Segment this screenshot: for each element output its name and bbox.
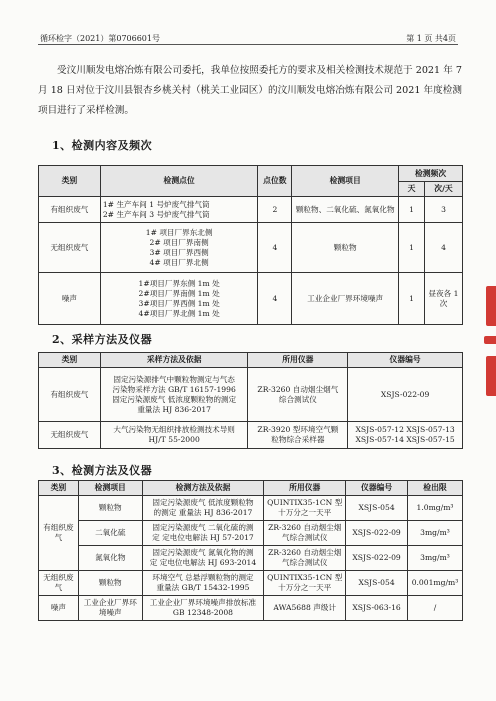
seal-stamp — [484, 286, 496, 426]
section-1-title: 1、检测内容及频次 — [52, 139, 153, 152]
instrument-line: QUINTIX35-1CN 型 — [267, 573, 343, 582]
cell-item: 二氧化硫 — [78, 521, 142, 546]
cell-limit: 3mg/m³ — [407, 521, 462, 546]
point-line: 4# 项目厂界北侧 — [149, 257, 209, 267]
instrument-line: QUINTIX35-1CN 型 — [267, 498, 343, 507]
instrument-line: ZR-3260 自动烟尘烟气 — [257, 384, 339, 394]
cell-item: 氮氧化物 — [78, 546, 142, 571]
cell-code: XSJS-063-16 — [346, 596, 408, 621]
method-line: 固定污染源废气 低浓度颗粒物的测定 — [112, 394, 237, 404]
method-line: 定 定电位电解法 HJ 57-2017 — [152, 533, 254, 542]
instrument-line: 粒物综合采样器 — [271, 435, 325, 444]
seal-fragment-bottom — [486, 356, 496, 396]
col-method: 采样方法及依据 — [100, 353, 248, 368]
col-point: 检测点位 — [100, 166, 258, 197]
cell-limit: / — [407, 596, 462, 621]
col-method: 检测方法及依据 — [142, 481, 264, 496]
table-row — [39, 546, 463, 571]
section-2-title: 2、采样方法及仪器 — [52, 333, 153, 346]
method-line: GB 12348-2008 — [172, 608, 234, 617]
point-line: 2# 生产车间 3 号炉废气排气筒 — [102, 209, 210, 219]
method-line: 固定污染源废气 低浓度颗粒物 — [152, 498, 254, 507]
cell-item: 颗粒物 — [292, 223, 399, 273]
seal-star — [484, 336, 496, 344]
cell-type: 噪声 — [39, 273, 101, 325]
method-line: 固定污染源废气 氮氧化物的测 — [152, 548, 254, 557]
method-line: 固定污染源废气 二氧化硫的测 — [152, 523, 254, 532]
cell-count: 4 — [258, 273, 292, 325]
cell-type: 有组织废气 — [39, 197, 101, 223]
cell-code: XSJS-054 — [346, 571, 408, 596]
cell-count: 4 — [258, 223, 292, 273]
col-type: 类别 — [39, 166, 101, 197]
table-row — [39, 596, 463, 621]
table-row — [39, 273, 463, 325]
method-line: 环境空气 总悬浮颗粒物的测定 — [152, 573, 254, 582]
point-line: 1#项目厂界东侧 1m 处 — [138, 278, 220, 288]
method-line: 的测定 重量法 HJ 836-2017 — [153, 508, 253, 517]
cell-per-day: 3 — [425, 197, 463, 223]
method-line: 重量法 HJ 836-2017 — [137, 404, 211, 414]
col-per-day: 次/天 — [425, 182, 463, 197]
col-instrument: 所用仪器 — [248, 353, 348, 368]
cell-day: 1 — [399, 197, 425, 223]
col-type: 类别 — [39, 481, 79, 496]
cell-code: XSJS-022-09 — [346, 521, 408, 546]
point-line: 2#项目厂界南侧 1m 处 — [138, 288, 220, 298]
intro-paragraph: 受汶川顺发电熔冶炼有限公司委托，我单位按照委托方的要求及相关检测技术规范于 2021 年 7 月 18 日对位于汶川县银杏乡桃关村（桃关工业园区）的汶川顺发电熔冶炼有限公司 2021 年度检测项目进行了采样检测。 — [38, 65, 462, 116]
col-count: 点位数 — [258, 166, 292, 197]
instrument-line: ZR-3260 自动烟尘烟 — [268, 548, 342, 557]
cell-day: 1 — [399, 273, 425, 325]
report-number: 循环检字（2021）第0706601号 — [40, 34, 160, 43]
table-row — [39, 223, 463, 273]
code-line: XSJS-022-09 — [380, 389, 430, 399]
cell-code: XSJS-054 — [346, 496, 408, 521]
instrument-line: ZR-3260 自动烟尘烟 — [268, 523, 342, 532]
cell-type: 噪声 — [39, 596, 79, 621]
instrument-line: 气综合测试仪 — [281, 533, 328, 542]
table-row — [39, 521, 463, 546]
instrument-line: 综合测试仪 — [278, 394, 317, 404]
cell-limit: 0.001mg/m³ — [407, 571, 462, 596]
col-code: 仪器编号 — [348, 353, 463, 368]
table-row — [39, 197, 463, 223]
method-line: 固定污染源排气中颗粒物测定与气态 — [113, 374, 235, 384]
detection-content-table — [38, 165, 463, 325]
method-line: 污染物采样方法 GB/T 16157-1996 — [112, 384, 236, 394]
cell-item: 颗粒物、二氧化硫、氮氧化物 — [292, 197, 399, 223]
method-line: HJ/T 55-2000 — [148, 435, 200, 444]
cell-type: 有组织废气 — [39, 368, 101, 422]
page-indicator: 第 1 页 共4页 — [406, 34, 456, 43]
col-day: 天 — [399, 182, 425, 197]
table-row — [39, 422, 463, 449]
code-line: XSJS-057-12 XSJS-057-13 — [355, 425, 455, 434]
col-code: 仪器编号 — [346, 481, 408, 496]
table-row — [39, 571, 463, 596]
sampling-method-table — [38, 352, 463, 449]
col-item: 检测项目 — [292, 166, 399, 197]
seal-fragment-top — [486, 286, 496, 326]
cell-type: 无组织废气 — [39, 422, 101, 449]
cell-count: 2 — [258, 197, 292, 223]
point-line: 3#项目厂界西侧 1m 处 — [138, 298, 220, 308]
table-row — [39, 496, 463, 521]
col-limit: 检出限 — [407, 481, 462, 496]
code-line: XSJS-057-14 XSJS-057-15 — [355, 435, 455, 444]
detection-method-table — [38, 480, 463, 621]
instrument-line: 气综合测试仪 — [281, 558, 328, 567]
instrument-line: 十万分之一天平 — [278, 508, 332, 517]
instrument-line: AWA5688 声级计 — [273, 603, 336, 612]
method-line: 重量法 GB/T 15432-1995 — [156, 583, 250, 592]
point-line: 1# 项目厂界东北侧 — [145, 227, 213, 237]
col-item: 检测项目 — [78, 481, 142, 496]
cell-type: 有组织废气 — [39, 496, 79, 571]
cell-item: 工业企业厂界环境噪声 — [78, 596, 142, 621]
method-line: 定 定电位电解法 HJ 693-2014 — [149, 558, 257, 567]
method-line: 工业企业厂界环境噪声排放标准 — [149, 598, 257, 607]
cell-code: XSJS-022-09 — [346, 546, 408, 571]
point-line: 4#项目厂界北侧 1m 处 — [138, 308, 220, 318]
instrument-line: 十万分之一天平 — [278, 583, 332, 592]
cell-type: 无组织废气 — [39, 223, 101, 273]
cell-item: 颗粒物 — [78, 571, 142, 596]
cell-per-day: 4 — [425, 223, 463, 273]
cell-type: 无组织废气 — [39, 571, 79, 596]
cell-item: 颗粒物 — [78, 496, 142, 521]
cell-limit: 1.0mg/m³ — [407, 496, 462, 521]
table-row — [39, 368, 463, 422]
col-frequency: 检测频次 — [399, 166, 463, 182]
point-line: 2# 项目厂界南侧 — [149, 237, 209, 247]
col-type: 类别 — [39, 353, 101, 368]
header-divider — [38, 44, 458, 45]
instrument-line: ZR-3920 型环境空气颗 — [257, 425, 339, 434]
col-instrument: 所用仪器 — [264, 481, 346, 496]
cell-per-day: 昼夜各 1 次 — [425, 273, 463, 325]
cell-item: 工业企业厂界环境噪声 — [292, 273, 399, 325]
method-line: 大气污染物无组织排放检测技术导则 — [113, 425, 235, 434]
point-line: 3# 项目厂界西侧 — [149, 247, 209, 257]
point-line: 1# 生产车间 1 号炉废气排气筒 — [102, 199, 210, 209]
cell-limit: 3mg/m³ — [407, 546, 462, 571]
section-3-title: 3、检测方法及仪器 — [52, 464, 153, 477]
cell-day: 1 — [399, 223, 425, 273]
